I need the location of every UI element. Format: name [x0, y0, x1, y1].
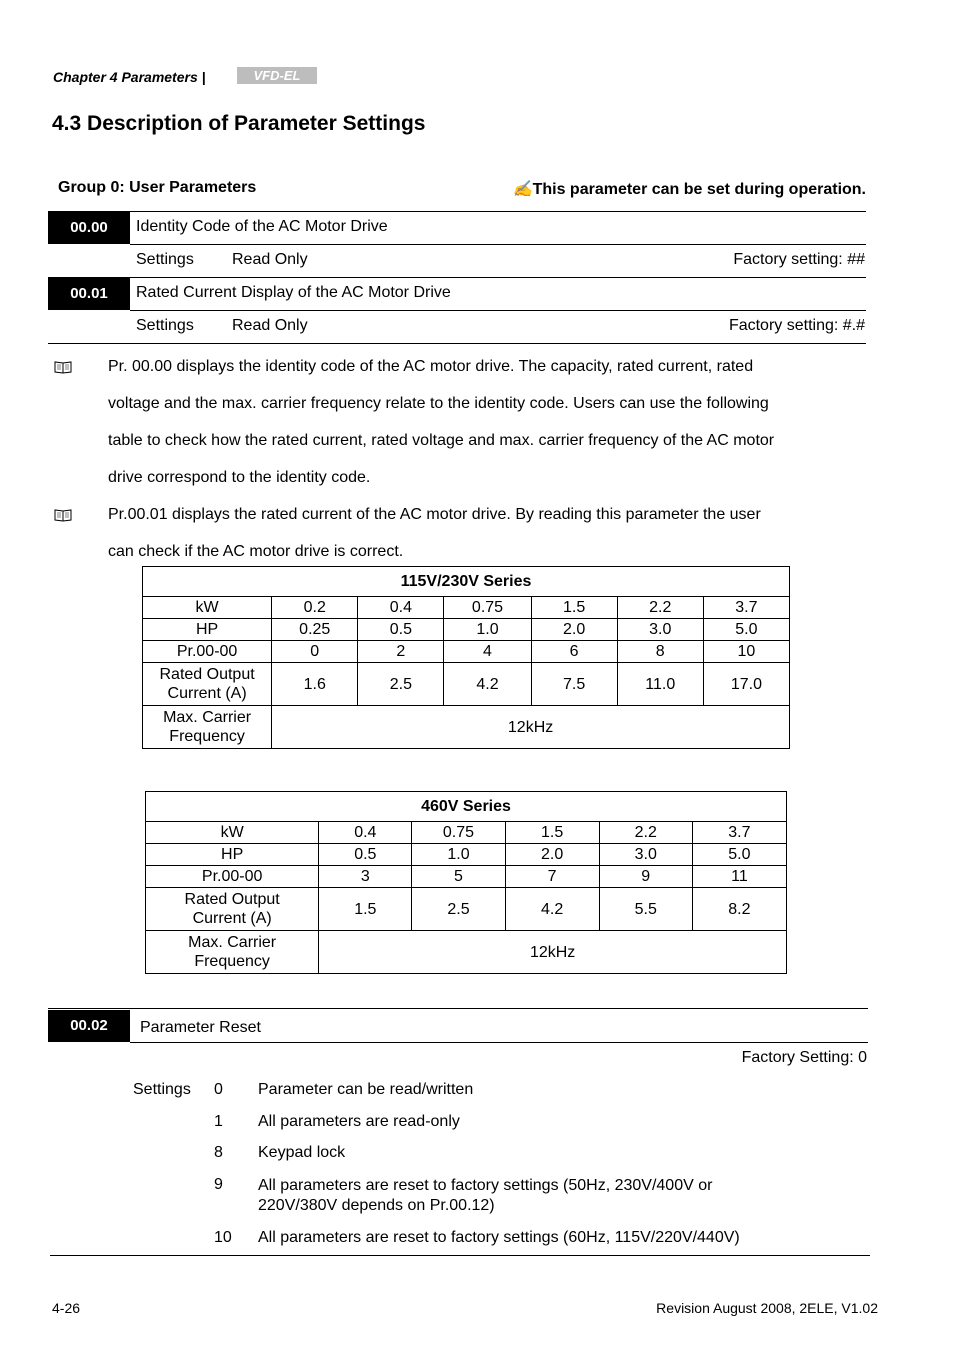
table-cell: 1.5	[319, 888, 412, 931]
page-number: 4-26	[52, 1300, 81, 1316]
divider	[48, 1008, 868, 1009]
revision-info: Revision August 2008, 2ELE, V1.02	[656, 1300, 878, 1316]
settings-label: Settings	[133, 1081, 191, 1098]
divider	[50, 1255, 870, 1256]
book-icon	[54, 508, 72, 522]
group-note	[513, 179, 866, 199]
table-cell: 0.5	[358, 619, 444, 641]
option-text: All parameters are reset to factory settings (60Hz, 115V/220V/440V)	[258, 1229, 740, 1246]
divider	[48, 277, 866, 278]
table-cell: 10	[703, 641, 789, 663]
settings-value: Read Only	[232, 251, 308, 268]
param-number: 00.01	[48, 278, 130, 310]
table-cell: 4	[444, 641, 531, 663]
logo-text: VFD-EL	[253, 68, 301, 83]
table-cell: 5.5	[599, 888, 692, 931]
row-label: HP	[143, 619, 272, 641]
factory-setting: Factory Setting: 0	[741, 1049, 867, 1066]
table-cell: 0.75	[412, 822, 505, 844]
table-cell: 12kHz	[272, 706, 790, 749]
vfd-el-logo	[237, 67, 317, 84]
param-title: Parameter Reset	[140, 1019, 261, 1036]
table-cell: 3	[319, 866, 412, 888]
table-cell: 11.0	[617, 663, 703, 706]
note-line: Pr. 00.00 displays the identity code of the AC motor drive. The capacity, rated current, rated	[108, 358, 754, 375]
table-cell: 7	[505, 866, 599, 888]
table-cell: 1.0	[444, 619, 531, 641]
option-code: 10	[214, 1229, 232, 1246]
note-line: drive correspond to the identity code.	[108, 469, 371, 486]
table-cell: 8.2	[692, 888, 786, 931]
option-code: 0	[214, 1081, 223, 1098]
option-text: All parameters are read-only	[258, 1113, 460, 1130]
table-cell: 11	[692, 866, 786, 888]
table-title: 115V/230V Series	[143, 567, 790, 597]
table-cell: 1.6	[272, 663, 358, 706]
table-cell: 2.0	[531, 619, 617, 641]
param-number: 00.02	[48, 1010, 130, 1042]
table-cell: 1.5	[505, 822, 599, 844]
table-cell: 2.0	[505, 844, 599, 866]
table-cell: 5.0	[703, 619, 789, 641]
divider	[48, 343, 866, 344]
row-label: Max. Carrier Frequency	[146, 931, 319, 974]
table-cell: 6	[531, 641, 617, 663]
option-text: Keypad lock	[258, 1144, 346, 1161]
note-line: voltage and the max. carrier frequency relate to the identity code. Users can use the following	[108, 395, 769, 412]
divider	[130, 244, 866, 245]
table-title: 460V Series	[146, 792, 787, 822]
option-text: All parameters are reset to factory settings (50Hz, 230V/400V or 220V/380V depends on Pr.00.12)	[258, 1177, 713, 1214]
row-label: Rated Output Current (A)	[143, 663, 272, 706]
option-code: 9	[214, 1176, 223, 1193]
table-cell: 2.2	[617, 597, 703, 619]
row-label: Rated Output Current (A)	[146, 888, 319, 931]
table-cell: 3.0	[617, 619, 703, 641]
note-line: table to check how the rated current, rated voltage and max. carrier frequency of the AC motor	[108, 432, 775, 449]
row-label: Max. Carrier Frequency	[143, 706, 272, 749]
divider	[130, 1042, 868, 1043]
param-number: 00.00	[48, 212, 130, 244]
table-cell: 0.4	[319, 822, 412, 844]
table-cell: 0.75	[444, 597, 531, 619]
table-cell: 3.0	[599, 844, 692, 866]
table-cell: 7.5	[531, 663, 617, 706]
option-code: 1	[214, 1113, 223, 1130]
row-label: Pr.00-00	[146, 866, 319, 888]
pen-icon: ✍	[512, 181, 533, 198]
table-cell: 4.2	[444, 663, 531, 706]
divider	[130, 310, 866, 311]
table-cell: 5.0	[692, 844, 786, 866]
group-note-text: This parameter can be set during operation.	[532, 181, 866, 198]
table-cell: 4.2	[505, 888, 599, 931]
table-cell: 12kHz	[319, 931, 787, 974]
table-cell: 0.5	[319, 844, 412, 866]
row-label: HP	[146, 844, 319, 866]
table-cell: 1.0	[412, 844, 505, 866]
settings-label: Settings	[136, 251, 194, 268]
param-title: Identity Code of the AC Motor Drive	[136, 218, 388, 235]
group-title: Group 0: User Parameters	[58, 179, 257, 196]
table-cell: 8	[617, 641, 703, 663]
chapter-header	[53, 69, 206, 85]
table-cell: 2.2	[599, 822, 692, 844]
spec-table-460v	[145, 791, 787, 974]
table-cell: 17.0	[703, 663, 789, 706]
table-cell: 5	[412, 866, 505, 888]
spec-table-115-230v	[142, 566, 790, 749]
chapter-title: Chapter 4 Parameters	[53, 69, 198, 85]
table-cell: 3.7	[692, 822, 786, 844]
option-code: 8	[214, 1144, 223, 1161]
table-cell: 0	[272, 641, 358, 663]
table-cell: 9	[599, 866, 692, 888]
row-label: kW	[143, 597, 272, 619]
table-cell: 2	[358, 641, 444, 663]
row-label: Pr.00-00	[143, 641, 272, 663]
table-cell: 1.5	[531, 597, 617, 619]
header-separator: |	[201, 69, 206, 85]
settings-label: Settings	[136, 317, 194, 334]
note-paragraph	[108, 348, 883, 496]
table-cell: 0.4	[358, 597, 444, 619]
section-title: 4.3 Description of Parameter Settings	[52, 112, 426, 135]
settings-value: Read Only	[232, 317, 308, 334]
table-cell: 0.2	[272, 597, 358, 619]
table-cell: 0.25	[272, 619, 358, 641]
note-paragraph	[108, 496, 883, 570]
factory-setting: Factory setting: #.#	[728, 317, 865, 334]
note-line: Pr.00.01 displays the rated current of the AC motor drive. By reading this parameter the user	[108, 506, 761, 523]
table-cell: 3.7	[703, 597, 789, 619]
table-cell: 2.5	[358, 663, 444, 706]
book-icon	[54, 360, 72, 374]
factory-setting: Factory setting: ##	[733, 251, 865, 268]
divider	[48, 211, 866, 212]
row-label: kW	[146, 822, 319, 844]
table-cell: 2.5	[412, 888, 505, 931]
note-line: can check if the AC motor drive is correct.	[108, 543, 404, 560]
option-text: Parameter can be read/written	[258, 1081, 474, 1098]
param-title: Rated Current Display of the AC Motor Drive	[136, 284, 451, 301]
